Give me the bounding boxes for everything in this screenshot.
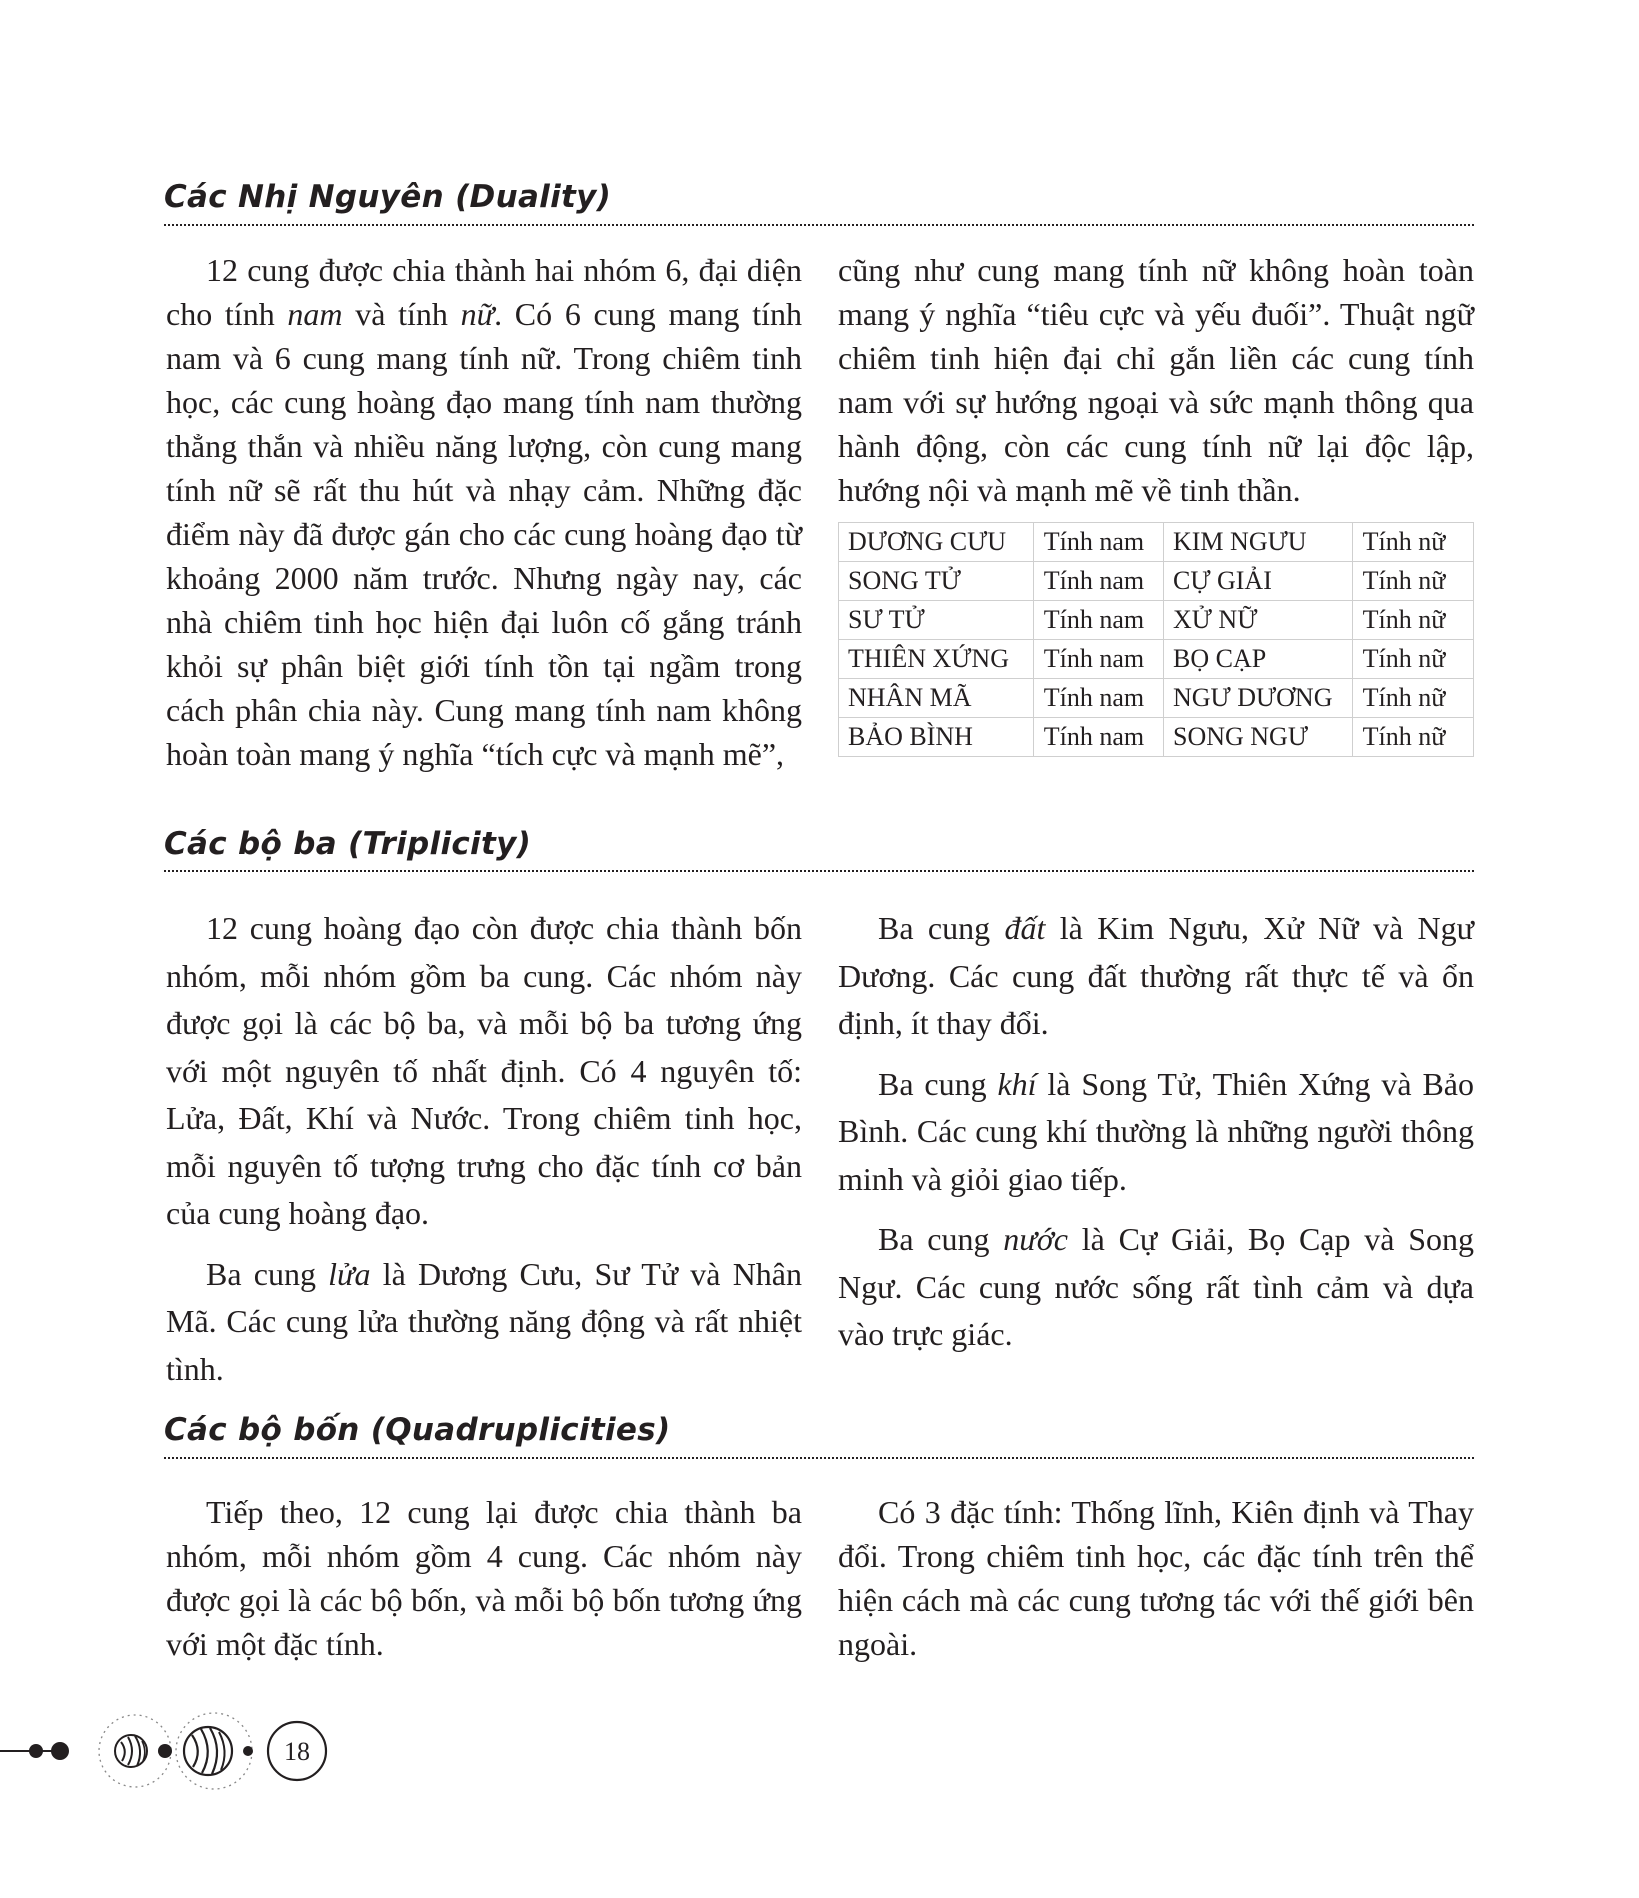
- female-gender-label: Tính nữ: [1352, 523, 1473, 562]
- ornament-dot: [29, 1744, 43, 1758]
- page-number: 18: [284, 1737, 310, 1766]
- male-gender-label: Tính nam: [1033, 718, 1163, 757]
- sign-gender-table: [838, 522, 1474, 757]
- female-sign-name: KIM NGƯU: [1163, 523, 1352, 562]
- female-gender-label: Tính nữ: [1352, 640, 1473, 679]
- planet-stripes-small-icon: [115, 1735, 147, 1767]
- female-gender-label: Tính nữ: [1352, 718, 1473, 757]
- table-row: [839, 562, 1474, 601]
- table-row: [839, 601, 1474, 640]
- female-sign-name: SONG NGƯ: [1163, 718, 1352, 757]
- table-row: [839, 640, 1474, 679]
- text-run: Ba cung: [878, 1065, 998, 1102]
- table-row: [839, 679, 1474, 718]
- earth-signs-paragraph: [838, 905, 1474, 1048]
- duality-paragraph-right: cũng như cung mang tính nữ không hoàn toàn mang ý nghĩa “tiêu cực và yếu đuối”. Thuật ngữ chiêm tinh hiện đại chỉ gắn liền các cung tính nam với sự hướng ngoại và sức mạnh thông qua hành động, còn các cung tính nữ lại độc lập, hướng nội và mạnh mẽ về tinh thần.: [838, 252, 1474, 508]
- quadruplicities-right-column: [838, 1490, 1474, 1666]
- emphasis-text: nam: [287, 296, 343, 332]
- female-gender-label: Tính nữ: [1352, 601, 1473, 640]
- duality-paragraph-left: [166, 248, 802, 776]
- text-run: là Dương Cưu, Sư Tử và Nhân Mã. Các cung lửa thường năng động và rất nhiệt tình.: [166, 1255, 803, 1387]
- fire-signs-paragraph: [166, 1251, 802, 1394]
- male-gender-label: Tính nam: [1033, 679, 1163, 718]
- male-gender-label: Tính nam: [1033, 601, 1163, 640]
- table-row: [839, 718, 1474, 757]
- female-sign-name: XỬ NỮ: [1163, 601, 1352, 640]
- quadruplicities-paragraph-left: Tiếp theo, 12 cung lại được chia thành ba nhóm, mỗi nhóm gồm 4 cung. Các nhóm này được gọi là các bộ bốn, và mỗi bộ bốn tương ứng với một đặc tính.: [166, 1494, 802, 1662]
- female-gender-label: Tính nữ: [1352, 679, 1473, 718]
- ornament-dot: [243, 1746, 253, 1756]
- ornament-dot: [158, 1744, 172, 1758]
- female-sign-name: NGƯ DƯƠNG: [1163, 679, 1352, 718]
- text-run: Ba cung: [878, 1221, 1004, 1257]
- male-gender-label: Tính nam: [1033, 523, 1163, 562]
- dotted-rule: [164, 870, 1474, 872]
- male-gender-label: Tính nam: [1033, 562, 1163, 601]
- text-run: . Có 6 cung mang tính nam và 6 cung mang tính nữ. Trong chiêm tinh học, các cung hoàng đạo mang tính nam thường thẳng thắn và nhiều năng lượng, còn cung mang tính nữ sẽ rất thu hút và nhạy cảm. Những đặc điểm này đã được gán cho các cung hoàng đạo từ khoảng 2000 năm trước. Nhưng ngày nay, các nhà chiêm tinh học hiện đại luôn cố gắng tránh khỏi sự phân biệt giới tính tồn tại ngầm trong cách phân chia này. Cung mang tính nam không hoàn toàn mang ý nghĩa “tích cực và mạnh mẽ”,: [166, 296, 803, 772]
- emphasis-text: lửa: [328, 1255, 371, 1292]
- dotted-rule: [164, 1457, 1474, 1459]
- air-signs-paragraph: [838, 1061, 1474, 1204]
- emphasis-text: nữ: [460, 296, 495, 332]
- male-sign-name: THIÊN XỨNG: [839, 640, 1034, 679]
- ornament-dot: [51, 1742, 69, 1760]
- quadruplicities-left-column: [166, 1490, 802, 1666]
- planet-stripes-large-icon: [184, 1727, 232, 1775]
- text-run: là Cự Giải, Bọ Cạp và Song Ngư. Các cung nước sống rất tình cảm và dựa vào trực giác.: [838, 1221, 1474, 1352]
- triplicity-right-column: [838, 905, 1474, 1359]
- text-run: là Song Tử, Thiên Xứng và Bảo Bình. Các cung khí thường là những người thông minh và giỏi giao tiếp.: [838, 1065, 1475, 1197]
- male-sign-name: SONG TỬ: [839, 562, 1034, 601]
- text-run: Ba cung: [878, 910, 1005, 946]
- text-run: 12 cung được chia thành hai nhóm 6, đại diện cho tính: [166, 252, 802, 332]
- emphasis-text: khí: [997, 1065, 1037, 1102]
- female-sign-name: BỌ CẠP: [1163, 640, 1352, 679]
- text-run: và tính: [342, 296, 461, 332]
- male-sign-name: SƯ TỬ: [839, 601, 1034, 640]
- water-signs-paragraph: [838, 1216, 1474, 1359]
- emphasis-text: nước: [1003, 1221, 1068, 1257]
- text-run: 12 cung hoàng đạo còn được chia thành bốn nhóm, mỗi nhóm gồm ba cung. Các nhóm này được gọi là các bộ ba, và mỗi bộ ba tương ứng với một nguyên tố nhất định. Có 4 nguyên tố: Lửa, Đất, Khí và Nước. Trong chiêm tinh học, mỗi nguyên tố tượng trưng cho đặc tính cơ bản của cung hoàng đạo.: [166, 910, 802, 1231]
- male-sign-name: BẢO BÌNH: [839, 718, 1034, 757]
- male-sign-name: DƯƠNG CƯU: [839, 523, 1034, 562]
- section-heading-duality: Các Nhị Nguyên (Duality): [164, 179, 612, 215]
- duality-left-column: [166, 248, 802, 776]
- quadruplicities-paragraph-right: Có 3 đặc tính: Thống lĩnh, Kiên định và Thay đổi. Trong chiêm tinh học, các đặc tính trên thể hiện cách mà các cung tương tác với thế giới bên ngoài.: [838, 1494, 1474, 1662]
- section-heading-quadruplicities: Các bộ bốn (Quadruplicities): [164, 1412, 671, 1448]
- female-gender-label: Tính nữ: [1352, 562, 1473, 601]
- emphasis-text: đất: [1004, 910, 1046, 946]
- male-gender-label: Tính nam: [1033, 640, 1163, 679]
- triplicity-left-column: [166, 905, 802, 1393]
- male-sign-name: NHÂN MÃ: [839, 679, 1034, 718]
- section-heading-triplicity: Các bộ ba (Triplicity): [164, 826, 532, 862]
- duality-right-column: [838, 248, 1474, 512]
- triplicity-intro-paragraph: [166, 905, 802, 1238]
- dotted-rule: [164, 224, 1474, 226]
- text-run: Ba cung: [206, 1255, 329, 1292]
- text-run: là Kim Ngưu, Xử Nữ và Ngư Dương. Các cung đất thường rất thực tế và ổn định, ít thay đổi.: [838, 910, 1475, 1041]
- female-sign-name: CỰ GIẢI: [1163, 562, 1352, 601]
- table-row: [839, 523, 1474, 562]
